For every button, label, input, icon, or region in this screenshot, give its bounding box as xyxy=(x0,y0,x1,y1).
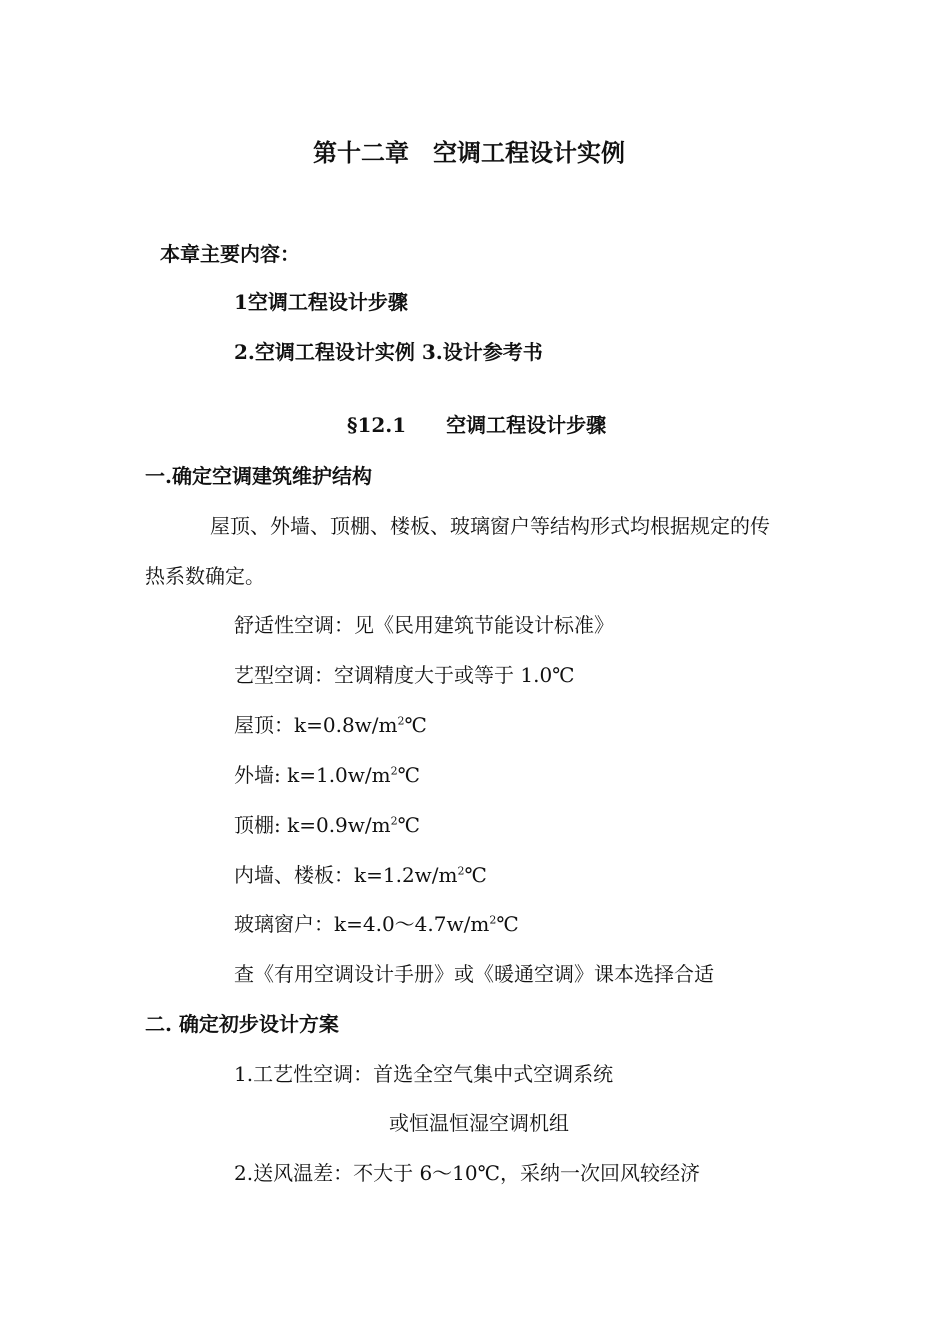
part1-paragraph-line1: 屋顶、外墙、顶棚、楼板、玻璃窗户等结构形式均根据规定的传 xyxy=(210,514,770,538)
wall-k-line xyxy=(234,761,420,789)
inner-wall-k-unit: ℃ xyxy=(464,863,487,887)
wall-k-sup: 2 xyxy=(390,764,398,778)
part2-item2: 2.送风温差：不大于 6～10℃，采纳一次回风较经济 xyxy=(234,1161,700,1185)
contents-item-1: 1空调工程设计步骤 xyxy=(234,290,408,314)
lookup-line: 查《有用空调设计手册》或《暖通空调》课本选择合适 xyxy=(234,962,714,986)
contents-heading: 本章主要内容： xyxy=(160,242,300,266)
ceiling-k-unit: ℃ xyxy=(397,813,420,837)
process-ac-line: 艺型空调：空调精度大于或等于 1.0℃ xyxy=(234,663,575,687)
ceiling-k-sup: 2 xyxy=(390,814,398,828)
comfort-ac-line: 舒适性空调：见《民用建筑节能设计标准》 xyxy=(234,613,614,637)
roof-k-text: 屋顶：k=0.8w/m xyxy=(234,713,398,737)
part1-heading: 一.确定空调建筑维护结构 xyxy=(145,464,372,488)
part1-paragraph-line2: 热系数确定。 xyxy=(145,564,265,588)
ceiling-k-line xyxy=(234,811,420,839)
roof-k-line xyxy=(234,711,427,739)
contents-item-2: 2.空调工程设计实例 3.设计参考书 xyxy=(234,340,543,364)
roof-k-unit: ℃ xyxy=(404,713,427,737)
inner-wall-k-text: 内墙、楼板：k=1.2w/m xyxy=(234,863,458,887)
glass-k-unit: ℃ xyxy=(496,912,519,936)
chapter-title: 第十二章 空调工程设计实例 xyxy=(313,138,625,167)
wall-k-text: 外墙: k=1.0w/m xyxy=(234,763,391,787)
glass-k-line xyxy=(234,910,519,938)
roof-k-sup: 2 xyxy=(397,714,405,728)
inner-wall-k-line xyxy=(234,861,487,889)
part2-item1-line2: 或恒温恒湿空调机组 xyxy=(389,1111,569,1135)
wall-k-unit: ℃ xyxy=(397,763,420,787)
glass-k-text: 玻璃窗户：k=4.0～4.7w/m xyxy=(234,912,490,936)
section-heading: §12.1 空调工程设计步骤 xyxy=(347,413,607,437)
inner-wall-k-sup: 2 xyxy=(457,864,465,878)
ceiling-k-text: 顶棚: k=0.9w/m xyxy=(234,813,391,837)
part2-heading: 二. 确定初步设计方案 xyxy=(145,1012,339,1036)
glass-k-sup: 2 xyxy=(489,913,497,927)
part2-item1-line1: 1.工艺性空调：首选全空气集中式空调系统 xyxy=(234,1062,614,1086)
